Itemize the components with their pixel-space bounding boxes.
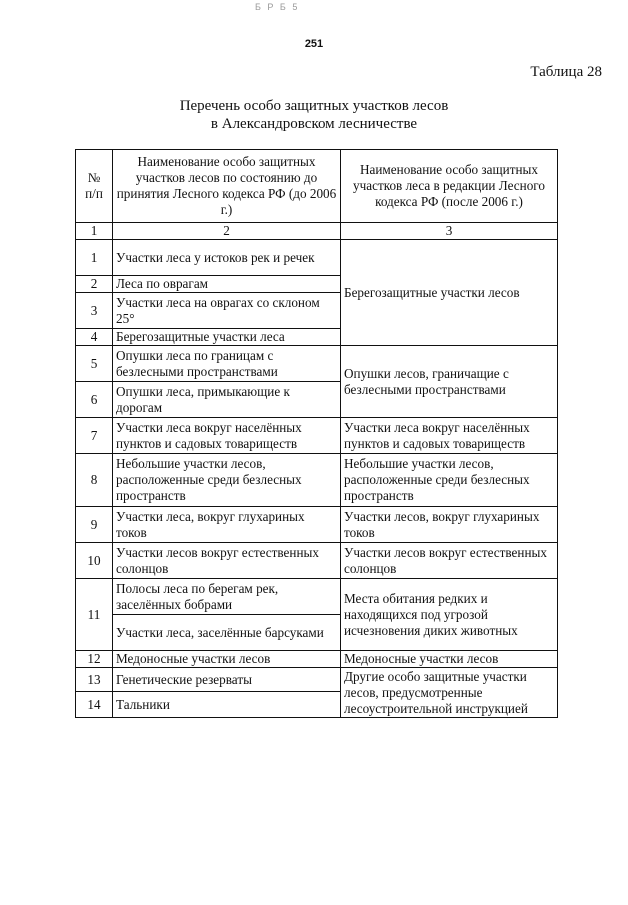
column-number-2: 2 [113, 223, 341, 240]
row-number: 14 [76, 692, 113, 718]
table-row [76, 668, 558, 692]
osz-table [75, 149, 558, 718]
row-number: 8 [76, 454, 113, 507]
new-name-cell: Медоносные участки лесов [341, 651, 558, 668]
row-number: 11 [76, 579, 113, 651]
table-row [76, 651, 558, 668]
row-number: 6 [76, 382, 113, 418]
header-col-number [76, 150, 113, 223]
old-name-cell: Медоносные участки лесов [113, 651, 341, 668]
header-col-old-name: Наименование особо защитных участков лесов по состоянию до принятия Лесного кодекса РФ (до 2006 г.) [113, 150, 341, 223]
row-number: 9 [76, 507, 113, 543]
page-number: 251 [304, 38, 324, 50]
header-col-new-name: Наименование особо защитных участков леса в редакции Лесного кодекса РФ (после 2006 г.) [341, 150, 558, 223]
table-row [76, 454, 558, 507]
row-number: 12 [76, 651, 113, 668]
new-name-cell: Места обитания редких и находящихся под угрозой исчезновения диких животных [341, 579, 558, 651]
row-number: 1 [76, 240, 113, 276]
title-line-2: в Александровском лесничестве [210, 116, 418, 132]
old-name-cell: Участки лесов вокруг естественных солонцов [113, 543, 341, 579]
column-number-3: 3 [341, 223, 558, 240]
row-number: 2 [76, 276, 113, 293]
header-col-number-line2: п/п [85, 186, 103, 201]
old-name-cell: Полосы леса по берегам рек, заселённых бобрами [113, 579, 341, 615]
old-name-cell: Опушки леса, примыкающие к дорогам [113, 382, 341, 418]
old-name-cell: Участки леса на оврагах со склоном 25° [113, 293, 341, 329]
old-name-cell: Участки леса вокруг населённых пунктов и садовых товариществ [113, 418, 341, 454]
old-name-cell: Тальники [113, 692, 341, 718]
new-name-cell: Небольшие участки лесов, расположенные среди безлесных пространств [341, 454, 558, 507]
row-number: 3 [76, 293, 113, 329]
old-name-cell: Генетические резерваты [113, 668, 341, 692]
old-name-cell: Небольшие участки лесов, расположенные среди безлесных пространств [113, 454, 341, 507]
old-name-cell: Берегозащитные участки леса [113, 329, 341, 346]
table-row [76, 418, 558, 454]
title-line-1: Перечень особо защитных участков лесов [179, 98, 449, 114]
row-number: 4 [76, 329, 113, 346]
header-row [76, 150, 558, 223]
row-number: 10 [76, 543, 113, 579]
table-title [0, 97, 628, 133]
table-row [76, 579, 558, 615]
new-name-cell: Участки леса вокруг населённых пунктов и садовых товариществ [341, 418, 558, 454]
old-name-cell: Участки леса, вокруг глухариных токов [113, 507, 341, 543]
new-name-cell: Участки лесов, вокруг глухариных токов [341, 507, 558, 543]
header-col-number-line1: № [87, 170, 101, 185]
row-number: 5 [76, 346, 113, 382]
new-name-cell-group-1: Берегозащитные участки лесов [341, 240, 558, 346]
new-name-cell-group-3: Другие особо защитные участки лесов, предусмотренные лесоустроительной инструкцией [341, 668, 558, 718]
table-row [76, 346, 558, 382]
column-number-row [76, 223, 558, 240]
table-row [76, 507, 558, 543]
scan-marks: Б Р Б 5 [255, 2, 300, 12]
table-row [76, 240, 558, 276]
old-name-cell: Участки леса, заселённые барсуками [113, 615, 341, 651]
old-name-cell: Опушки леса по границам с безлесными пространствами [113, 346, 341, 382]
new-name-cell: Участки лесов вокруг естественных солонцов [341, 543, 558, 579]
new-name-cell-group-2: Опушки лесов, граничащие с безлесными пространствами [341, 346, 558, 418]
old-name-cell: Участки леса у истоков рек и речек [113, 240, 341, 276]
table-row [76, 543, 558, 579]
row-number: 13 [76, 668, 113, 692]
old-name-cell: Леса по оврагам [113, 276, 341, 293]
column-number-1: 1 [76, 223, 113, 240]
row-number: 7 [76, 418, 113, 454]
table-label: Таблица 28 [530, 64, 602, 80]
